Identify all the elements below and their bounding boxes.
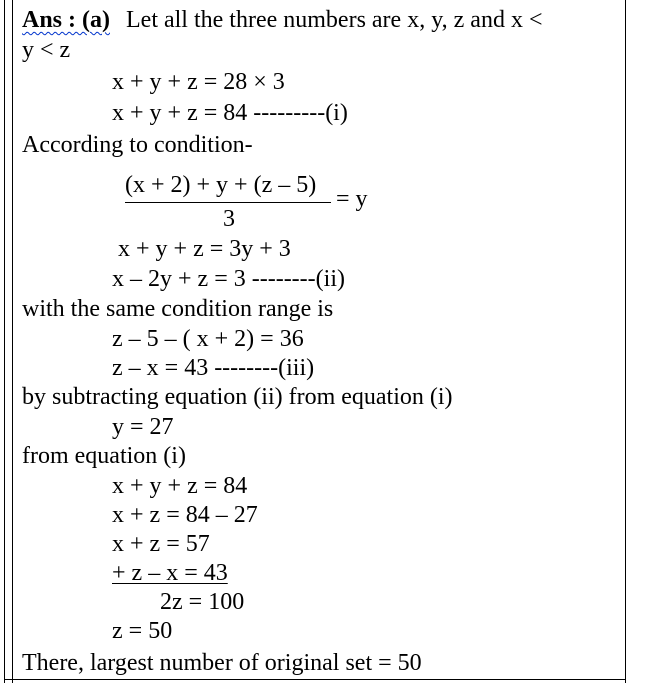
from-text: from equation (i) [22,443,186,469]
equation-11: + z – x = 43 [112,560,228,586]
intro-text: Let all the three numbers are x, y, z and x < [126,7,543,33]
fraction-bar [125,202,331,203]
equation-3: x + y + z = 3y + 3 [118,236,291,262]
equation-10: x + z = 57 [112,531,210,557]
equation-13: z = 50 [112,618,173,644]
fraction-denominator: 3 [223,206,235,232]
equation-1: x + y + z = 28 × 3 [112,69,285,95]
equation-5: z – 5 – ( x + 2) = 36 [112,326,304,352]
range-text: with the same condition range is [22,296,334,322]
subtract-text: by subtracting equation (ii) from equation (i) [22,384,453,410]
equation-12: 2z = 100 [160,589,245,615]
answer-box [4,0,626,683]
fraction-numerator: (x + 2) + y + (z – 5) [125,172,317,198]
bottom-border [4,679,626,680]
equation-4: x – 2y + z = 3 --------(ii) [112,266,345,292]
fraction-rhs: = y [336,186,368,212]
equation-8: x + y + z = 84 [112,473,248,499]
answer-label: Ans : (a) [22,7,110,33]
right-border [625,0,626,683]
left-border-inner [12,0,13,683]
conclusion-text: There, largest number of original set = 50 [22,650,422,676]
intro-line-1 [22,6,542,34]
left-border-outer [4,0,5,683]
intro-line-2: y < z [22,37,71,63]
equation-6: z – x = 43 --------(iii) [112,355,315,381]
according-text: According to condition- [22,132,253,158]
equation-9: x + z = 84 – 27 [112,502,258,528]
equation-7: y = 27 [112,414,174,440]
equation-2: x + y + z = 84 ---------(i) [112,100,348,126]
